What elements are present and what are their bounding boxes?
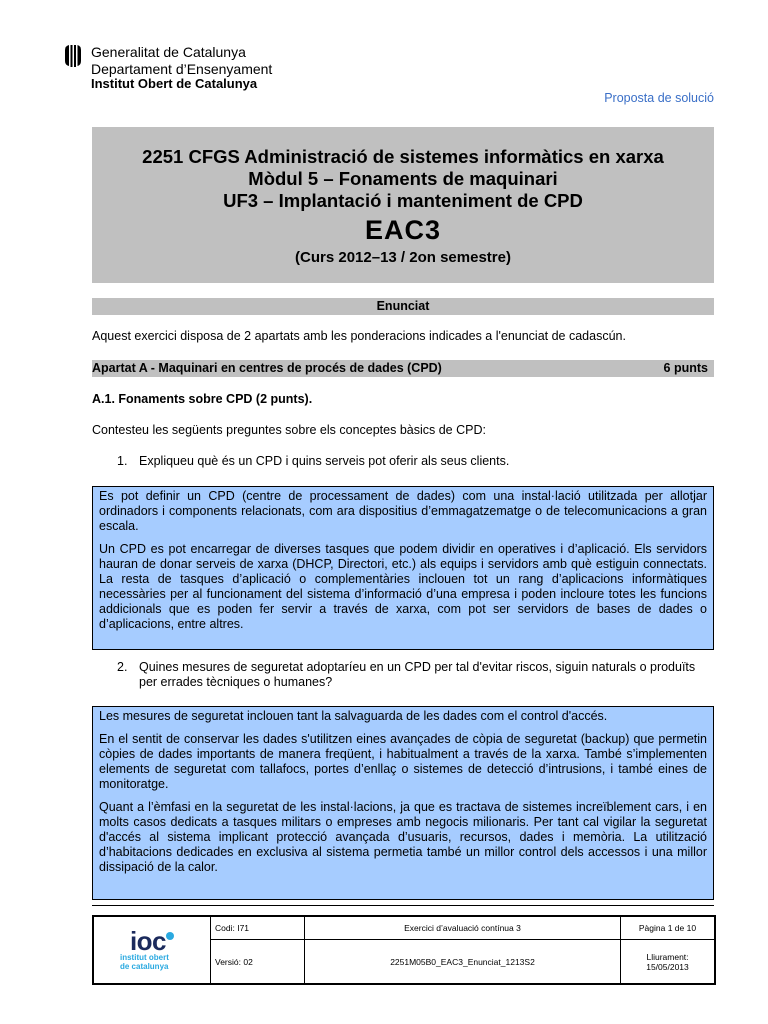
- section-a1-heading: A.1. Fonaments sobre CPD (2 punts).: [92, 392, 313, 406]
- title-unit: UF3 – Implantació i manteniment de CPD: [223, 190, 583, 211]
- answer-paragraph: Quant a l’èmfasi en la seguretat de les instal·lacions, ja que es tractava de sistemes increïblement cars, i en molts casos dedicats a tasques militars o empreses amb negocis milionaris. Per tant cal vigilar la seguretat d'accés al sistema implicant protecció avançada d’usuaris, recursos, dades i memòria. La utilització d’habitacions dedicades en exclusiva al sistema permetia també un millor control dels accessos i una millor dissipació de la calor.: [99, 800, 707, 874]
- question-number: 2.: [117, 660, 128, 674]
- question-2: [117, 660, 714, 690]
- ioc-logo-word: ioc: [98, 929, 206, 953]
- page-footer: [92, 915, 716, 985]
- question-number: 1.: [117, 454, 128, 468]
- footer-fitxer: 2251M05B0_EAC3_Enunciat_1213S2: [305, 940, 621, 984]
- answer-paragraph: Les mesures de seguretat inclouen tant la salvaguarda de les dades com el control d'accés.: [99, 709, 608, 723]
- footer-lliurament: [621, 940, 715, 984]
- title-course: (Curs 2012–13 / 2on semestre): [295, 249, 511, 266]
- answer-paragraph: Es pot definir un CPD (centre de processament de dades) com una instal·lació utilitzada per allotjar ordinadors i components relacionats, com ara dispositius d’emmagatzematge o de telecomunicacions a gran escala.: [99, 489, 707, 533]
- departament-name: Departament d’Ensenyament: [91, 61, 273, 77]
- apartat-a-points: 6 punts: [663, 361, 708, 375]
- question-text: Expliqueu què és un CPD i quins serveis pot oferir als seus clients.: [139, 454, 510, 468]
- footer-pagina: Pàgina 1 de 10: [621, 917, 715, 940]
- question-text: Quines mesures de seguretat adoptaríeu en un CPD per tal d'evitar riscos, siguin naturals o produïts per errades tècniques o humanes?: [139, 660, 696, 689]
- footer-versio: Versió: 02: [211, 940, 305, 984]
- section-a1-instruction: Contesteu les següents preguntes sobre els conceptes bàsics de CPD:: [92, 423, 486, 437]
- title-code: EAC3: [364, 215, 442, 245]
- ioc-logo: [94, 917, 211, 984]
- footer-divider: [92, 905, 714, 906]
- title-cycle: 2251 CFGS Administració de sistemes informàtics en xarxa: [142, 146, 664, 167]
- lliurament-date: 15/05/2013: [646, 961, 689, 972]
- enunciat-intro: Aquest exercici disposa de 2 apartats amb les ponderacions indicades a l'enunciat de cadascún.: [92, 329, 626, 343]
- answer-paragraph: Un CPD es pot encarregar de diverses tasques que podem dividir en operatives i d’aplicació. Els servidors hauran de donar serveis de xarxa (DHCP, Directori, etc.) als equips i servidors amb què estiguin connectats. La resta de tasques d’aplicació o complementàries inclouen tot un rang d’aplicacions informàtiques necessàries per al funcionament del sistema d’informació d’una empresa i poden incloure totes les funcions addicionals que es poden fer servir a través de xarxa, com pot ser servidors de bases de dades o d’aplicacions, entre altres.: [99, 542, 707, 631]
- question-1: [117, 454, 714, 469]
- proposta-label: Proposta de solució: [604, 91, 714, 105]
- generalitat-name: Generalitat de Catalunya: [91, 44, 246, 60]
- title-block: [92, 127, 714, 283]
- generalitat-emblem-icon: [63, 44, 83, 68]
- answer-box-1: [92, 486, 714, 650]
- title-module: Mòdul 5 – Fonaments de maquinari: [248, 168, 558, 189]
- footer-codi: Codi: I71: [211, 917, 305, 940]
- apartat-a-heading: [92, 360, 714, 377]
- ioc-logo-sub1: institut obert: [120, 953, 169, 962]
- answer-paragraph: En el sentit de conservar les dades s'utilitzen eines avançades de còpia de seguretat (backup) que permetin còpies de dades importants de manera freqüent, i habitualment a través de la xarxa. També s’implementen elements de seguretat com tallafocs, portes d’enllaç o sistemes de detecció d’intrusions, i també eines de monitoratge.: [99, 732, 707, 791]
- ioc-logo-dot: [166, 932, 174, 940]
- footer-exercici: Exercici d’avaluació contínua 3: [305, 917, 621, 940]
- answer-box-2: [92, 706, 714, 900]
- ioc-logo-sub2: de catalunya: [120, 962, 169, 971]
- lliurament-label: Lliurament:: [646, 951, 689, 962]
- institut-name: Institut Obert de Catalunya: [91, 76, 258, 91]
- footer-table: [93, 916, 715, 984]
- enunciat-heading: Enunciat: [92, 298, 714, 315]
- apartat-a-label: Apartat A - Maquinari en centres de procés de dades (CPD): [92, 361, 442, 375]
